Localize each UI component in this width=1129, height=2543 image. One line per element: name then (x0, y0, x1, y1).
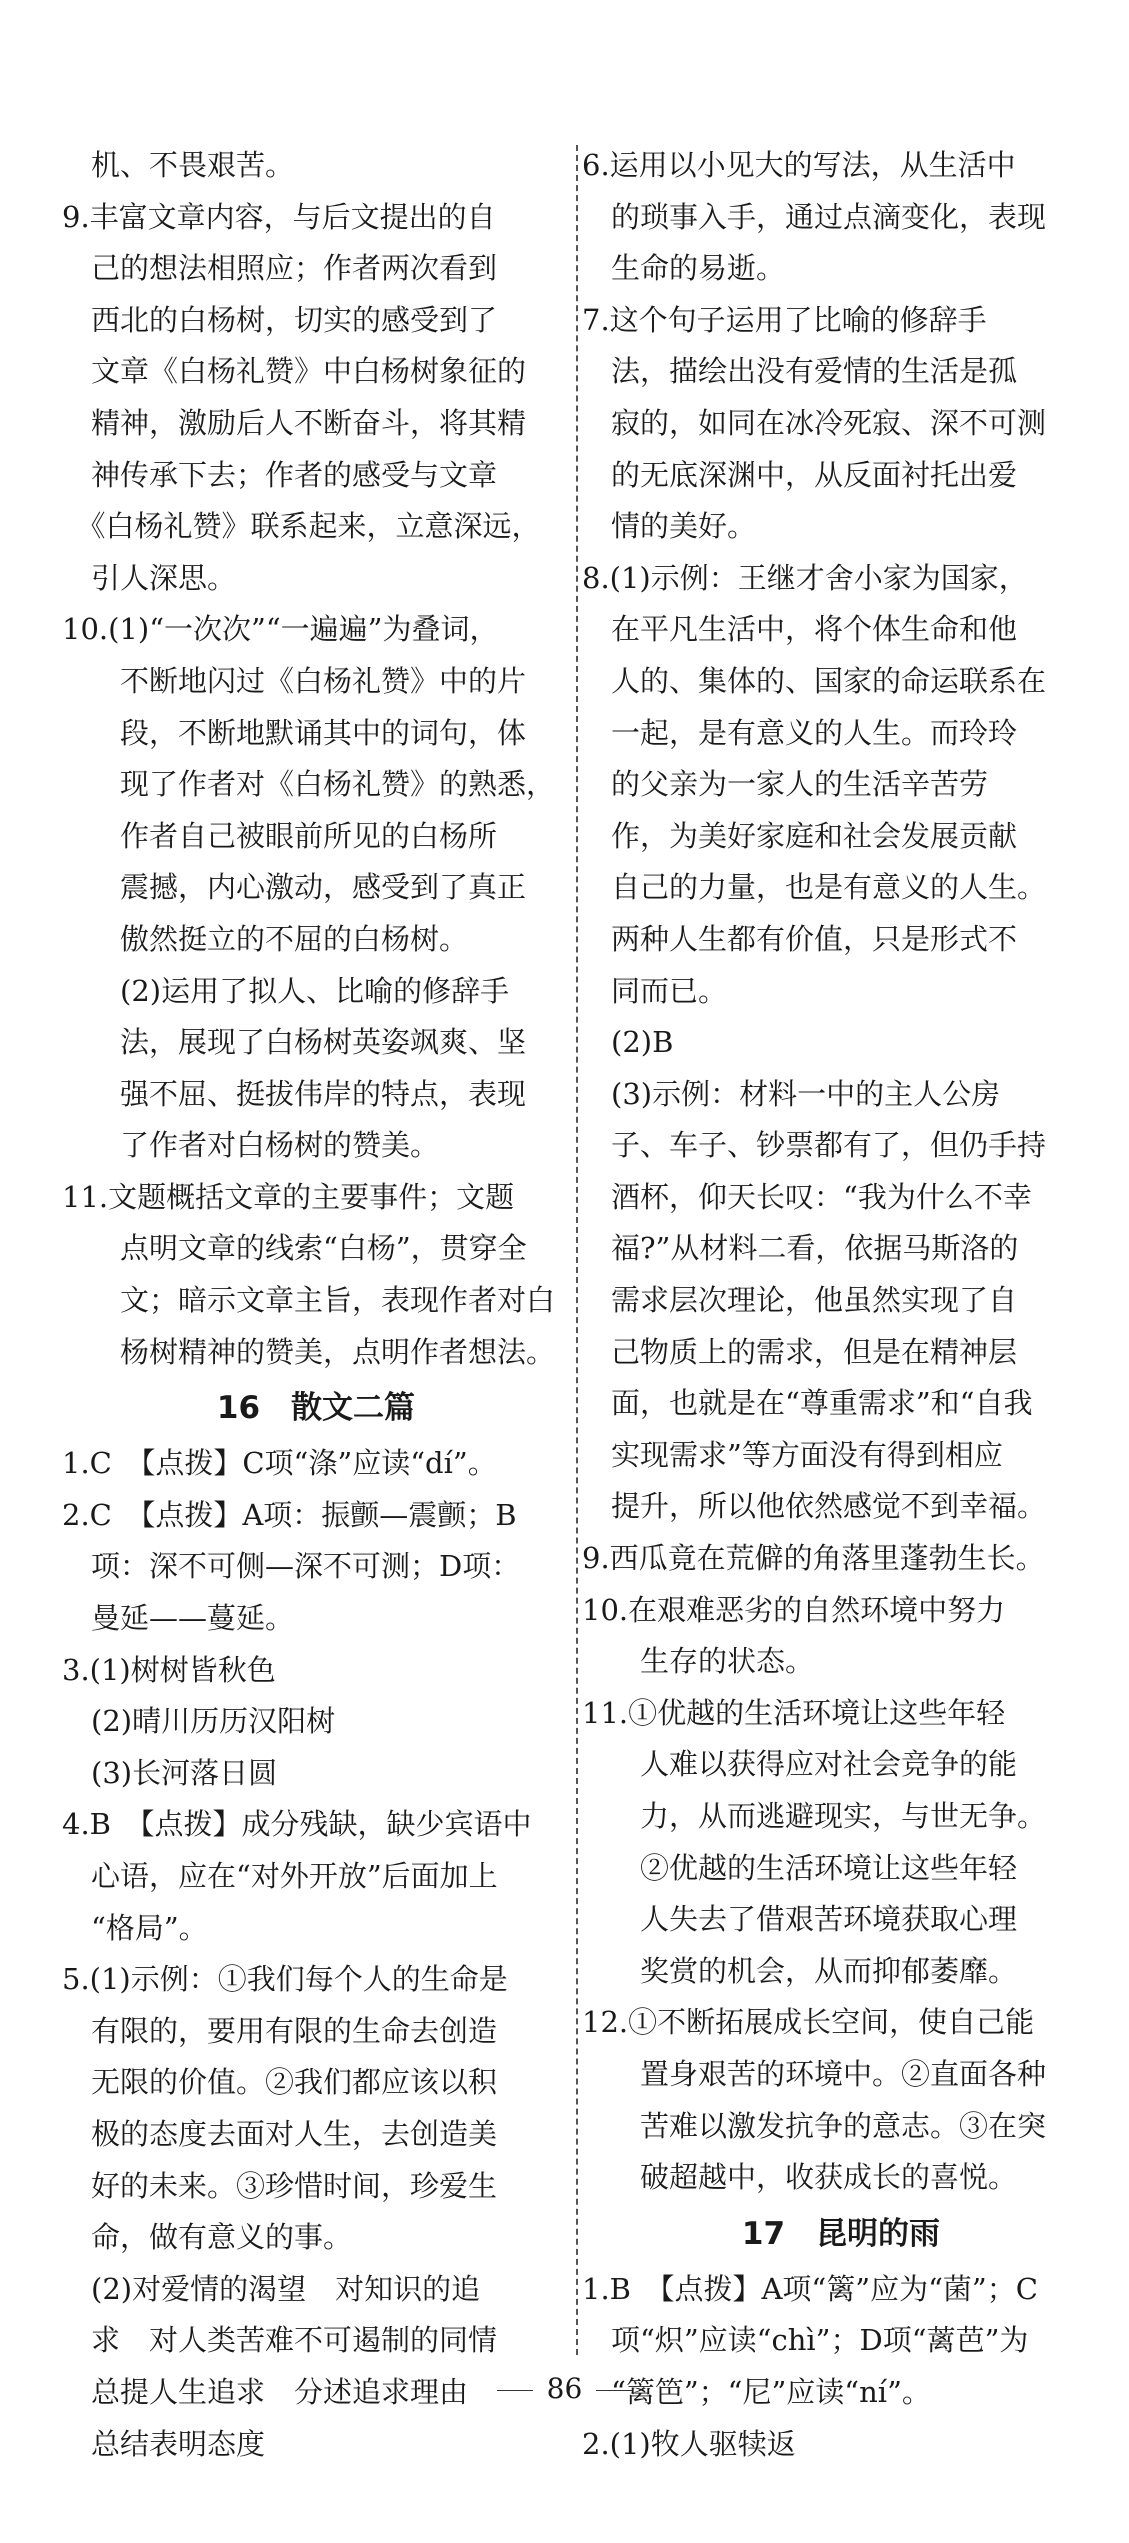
answer-line: 项“炽”应读“chì”；D项“蓠芭”为 (582, 2323, 1029, 2358)
answer-line: 生存的状态。 (582, 1644, 815, 1679)
answer-line: 己的想法相照应；作者两次看到 (62, 251, 498, 286)
page-number: 86 (546, 2372, 583, 2405)
answer-line: 12.①不断拓展成长空间，使自己能 (582, 2005, 1035, 2040)
answer-line: 总结表明态度 (62, 2426, 266, 2461)
answer-line: 7.这个句子运用了比喻的修辞手 (582, 302, 987, 337)
answer-line: 情的美好。 (582, 509, 757, 544)
answer-line: 酒杯，仰天长叹：“我为什么不幸 (582, 1179, 1032, 1214)
answer-line: 精神，激励后人不断奋斗，将其精 (62, 405, 527, 440)
answer-line: 2.(1)牧人驱犊返 (582, 2426, 796, 2461)
answer-line: 法，展现了白杨树英姿飒爽、坚 (62, 1025, 527, 1060)
answer-line: 无限的价值。②我们都应该以积 (62, 2065, 498, 2100)
answer-line: 福?”从材料二看，依据马斯洛的 (582, 1231, 1019, 1266)
answer-line: “格局”。 (62, 1910, 208, 1945)
right-answers-17 (582, 2264, 1100, 2470)
answer-line: 总提人生追求 分述追求理由 (62, 2374, 469, 2409)
footer-dash-right (596, 2390, 632, 2391)
answer-line: 8.(1)示例：王继才舍小家为国家， (582, 560, 1028, 595)
answer-line: 11.①优越的生活环境让这些年轻 (582, 1695, 1006, 1730)
answer-line: 6.运用以小见大的写法，从生活中 (582, 148, 1016, 182)
answer-line: 的父亲为一家人的生活辛苦劳 (582, 767, 989, 802)
answer-line: 同而已。 (582, 973, 728, 1008)
answer-line: 有限的，要用有限的生命去创造 (62, 2013, 498, 2048)
answer-line: 不断地闪过《白杨礼赞》中的片 (62, 663, 527, 698)
answer-line: 面，也就是在“尊重需求”和“自我 (582, 1386, 1033, 1421)
answer-line: 9.西瓜竟在荒僻的角落里蓬勃生长。 (582, 1541, 1045, 1576)
answer-line: 段，不断地默诵其中的词句，体 (62, 715, 527, 750)
answer-line: 置身艰苦的环境中。②直面各种 (582, 2056, 1047, 2091)
left-answers (62, 140, 570, 1378)
answer-line: ②优越的生活环境让这些年轻 (582, 1850, 1018, 1885)
answer-line: 文章《白杨礼赞》中白杨树象征的 (62, 354, 527, 389)
answer-line: 人失去了借艰苦环境获取心理 (582, 1902, 1018, 1937)
answer-line: 现了作者对《白杨礼赞》的熟悉， (62, 767, 556, 802)
answer-line: (3)示例：材料一中的主人公房 (582, 1076, 1001, 1111)
answer-line: 命，做有意义的事。 (62, 2220, 353, 2255)
answer-line: 傲然挺立的不屈的白杨树。 (62, 921, 469, 956)
answer-line: 需求层次理论，他虽然实现了自 (582, 1283, 1018, 1318)
answer-line: 5.(1)示例：①我们每个人的生命是 (62, 1962, 508, 1997)
right-answers (582, 140, 1100, 2204)
answer-line: 杨树精神的赞美，点明作者想法。 (62, 1334, 556, 1369)
answer-line: 人难以获得应对社会竞争的能 (582, 1747, 1018, 1782)
answer-line: 点明文章的线索“白杨”，贯穿全 (62, 1231, 527, 1266)
answer-line: 力，从而逃避现实，与世无争。 (582, 1799, 1047, 1833)
answer-line: 9.丰富文章内容，与后文提出的自 (62, 199, 496, 234)
answer-line: 子、车子、钞票都有了，但仍手持 (582, 1128, 1047, 1163)
answer-line: 10.在艰难恶劣的自然环境中努力 (582, 1592, 1006, 1627)
answer-line: 破超越中，收获成长的喜悦。 (582, 2160, 1018, 2195)
answer-line: 求 对人类苦难不可遏制的同情 (62, 2323, 498, 2358)
answer-line: 实现需求”等方面没有得到相应 (582, 1437, 1003, 1472)
section-heading-17: 17 昆明的雨 (741, 2215, 941, 2252)
footer-dash-left (497, 2390, 533, 2391)
answer-line: 《白杨礼赞》联系起来，立意深远， (62, 509, 541, 544)
answer-line: 苦难以激发抗争的意志。③在突 (582, 2108, 1047, 2143)
answer-line: 在平凡生活中，将个体生命和他 (582, 612, 1018, 647)
left-column (62, 140, 570, 2470)
answer-line: 一起，是有意义的人生。而玲玲 (582, 715, 1018, 750)
answer-line: 人的、集体的、国家的命运联系在 (582, 663, 1047, 698)
answer-line: 己物质上的需求，但是在精神层 (582, 1334, 1018, 1369)
answer-line: (2)B (582, 1025, 674, 1060)
answer-line: (2)对爱情的渴望 对知识的追 (62, 2271, 481, 2306)
answer-line: 2.C 【点拨】A项：振颤—震颤；B (62, 1497, 517, 1532)
answer-line: 11.文题概括文章的主要事件；文题 (62, 1179, 515, 1214)
answer-line: 了作者对白杨树的赞美。 (62, 1128, 440, 1163)
answer-line: 作，为美好家庭和社会发展贡献 (582, 818, 1018, 853)
answer-line: 曼延——蔓延。 (62, 1601, 295, 1636)
answer-line: 机、不畏艰苦。 (62, 148, 295, 182)
answer-line: 两种人生都有价值，只是形式不 (582, 921, 1018, 956)
answer-line: (2)晴川历历汉阳树 (62, 1704, 336, 1739)
answer-line: 极的态度去面对人生，去创造美 (62, 2116, 498, 2151)
answer-line: 法，描绘出没有爱情的生活是孤 (582, 354, 1018, 389)
answer-line: 的琐事入手，通过点滴变化，表现 (582, 199, 1047, 234)
answer-line: 1.C 【点拨】C项“涤”应读“dí”。 (62, 1446, 497, 1481)
answer-line: 寂的，如同在冰冷死寂、深不可测 (582, 405, 1047, 440)
answer-line: 文；暗示文章主旨，表现作者对白 (62, 1283, 556, 1318)
answer-line: 生命的易逝。 (582, 251, 786, 286)
answer-line: 震撼，内心激动，感受到了真正 (62, 870, 527, 905)
answer-line: (3)长河落日圆 (62, 1755, 278, 1790)
answer-line: 1.B 【点拨】A项“篱”应为“菌”；C (582, 2271, 1038, 2306)
section-heading-16: 16 散文二篇 (216, 1390, 416, 1427)
answer-line: (2)运用了拟人、比喻的修辞手 (62, 973, 510, 1008)
left-answers-16 (62, 1438, 570, 2470)
answer-line: 神传承下去；作者的感受与文章 (62, 457, 498, 492)
answer-line: 西北的白杨树，切实的感受到了 (62, 302, 498, 337)
answer-line: 引人深思。 (62, 560, 237, 595)
right-column (582, 140, 1100, 2470)
answer-line: 提升，所以他依然感觉不到幸福。 (582, 1489, 1047, 1524)
page-footer (0, 2372, 1129, 2405)
answer-line: 奖赏的机会，从而抑郁萎靡。 (582, 1953, 1018, 1988)
answer-line: 项：深不可侧—深不可测；D项： (62, 1549, 521, 1584)
answer-line: 4.B 【点拨】成分残缺，缺少宾语中 (62, 1807, 532, 1842)
answer-line: 自己的力量，也是有意义的人生。 (582, 870, 1047, 905)
answer-line: 3.(1)树树皆秋色 (62, 1652, 276, 1687)
answer-line: 好的未来。③珍惜时间，珍爱生 (62, 2168, 498, 2203)
answer-line: 的无底深渊中，从反面衬托出爱 (582, 457, 1018, 492)
answer-line: 强不屈、挺拔伟岸的特点，表现 (62, 1076, 527, 1111)
column-divider (576, 145, 578, 2355)
answer-line: 10.(1)“一次次”“一遍遍”为叠词， (62, 612, 499, 647)
answer-line: “篱笆”；“尼”应读“ní”。 (582, 2374, 931, 2409)
answer-line: 作者自己被眼前所见的白杨所 (62, 818, 498, 853)
answer-line: 心语，应在“对外开放”后面加上 (62, 1859, 498, 1893)
